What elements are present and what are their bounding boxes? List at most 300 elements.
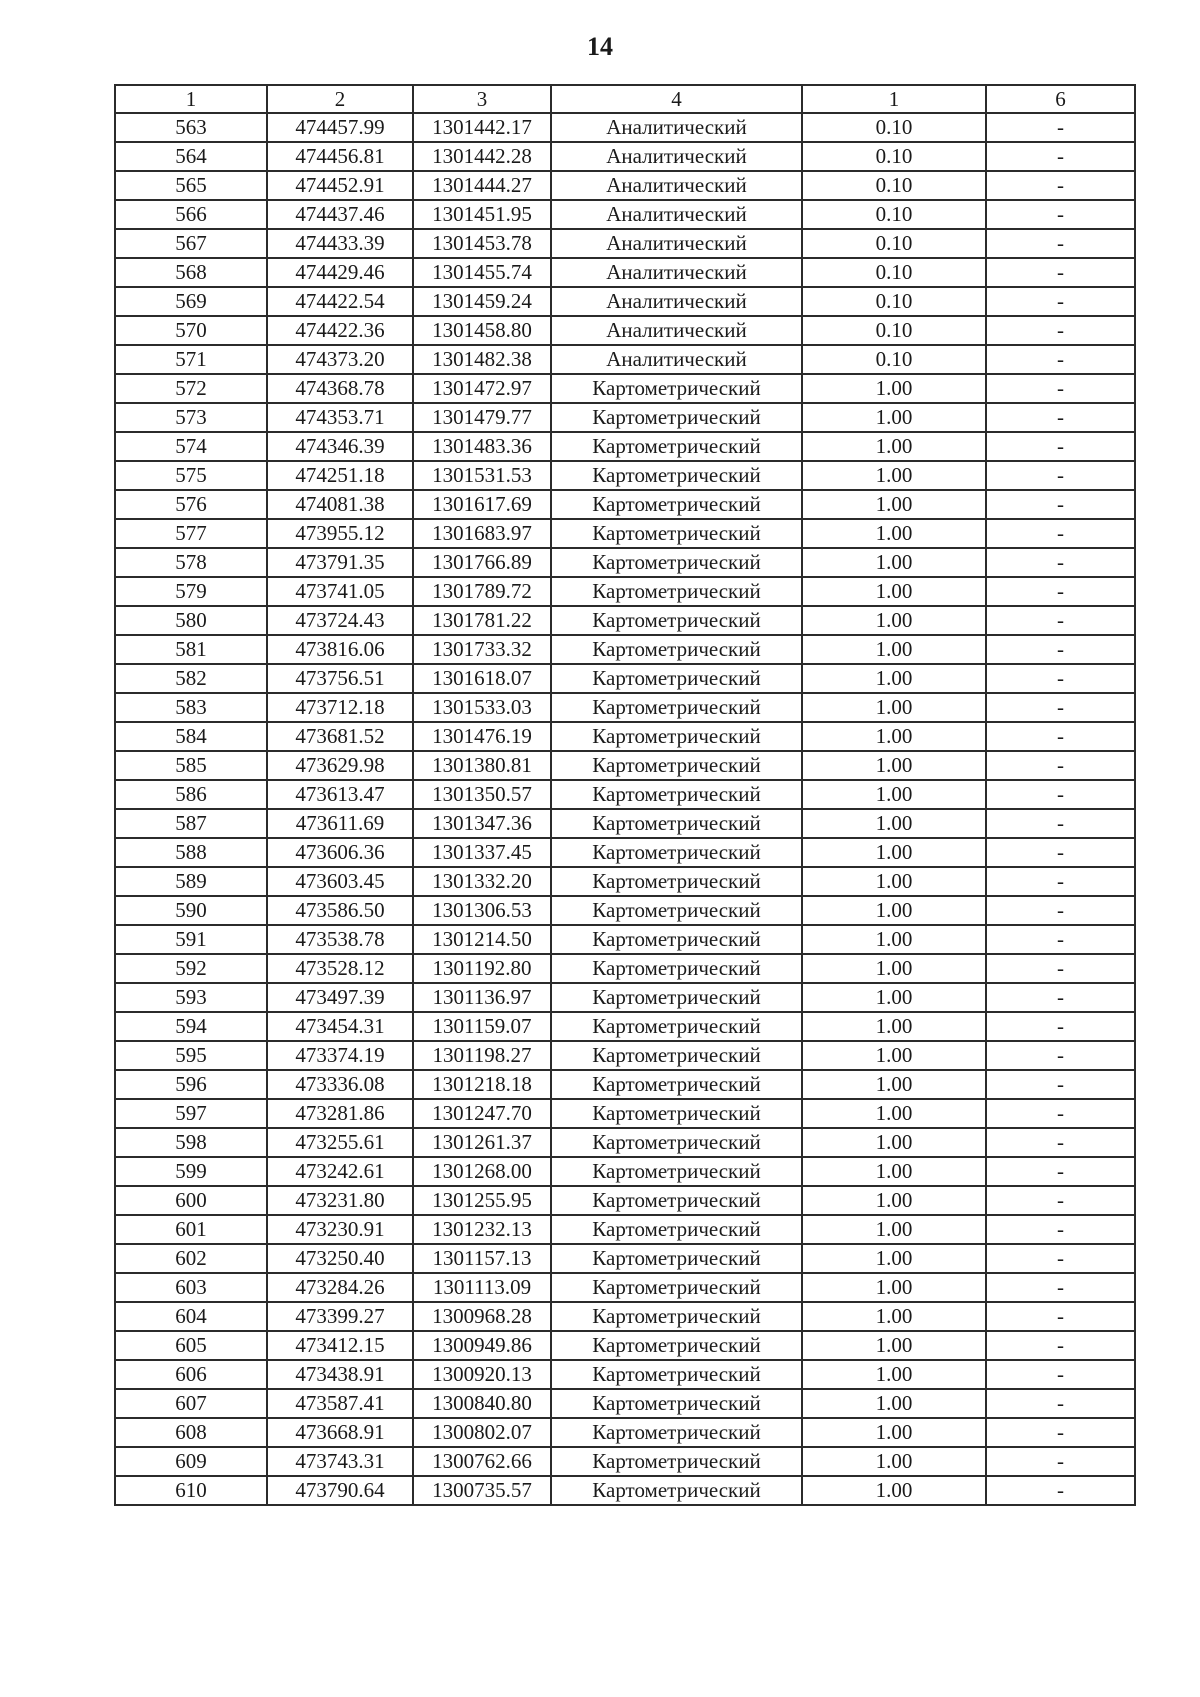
x-coordinate-cell: 473255.61 (267, 1128, 413, 1157)
method-cell: Картометрический (551, 751, 802, 780)
y-coordinate-cell: 1301350.57 (413, 780, 551, 809)
x-coordinate-cell: 473454.31 (267, 1012, 413, 1041)
point-number-cell: 578 (115, 548, 267, 577)
note-cell: - (986, 780, 1135, 809)
method-cell: Картометрический (551, 693, 802, 722)
column-header-5: 1 (802, 85, 986, 113)
x-coordinate-cell: 473438.91 (267, 1360, 413, 1389)
x-coordinate-cell: 473528.12 (267, 954, 413, 983)
accuracy-cell: 1.00 (802, 1186, 986, 1215)
note-cell: - (986, 693, 1135, 722)
accuracy-cell: 0.10 (802, 113, 986, 142)
method-cell: Картометрический (551, 983, 802, 1012)
table-row (115, 345, 1135, 374)
y-coordinate-cell: 1301453.78 (413, 229, 551, 258)
y-coordinate-cell: 1301232.13 (413, 1215, 551, 1244)
table-row (115, 229, 1135, 258)
accuracy-cell: 1.00 (802, 461, 986, 490)
x-coordinate-cell: 473603.45 (267, 867, 413, 896)
method-cell: Картометрический (551, 1476, 802, 1505)
y-coordinate-cell: 1301337.45 (413, 838, 551, 867)
x-coordinate-cell: 474457.99 (267, 113, 413, 142)
method-cell: Картометрический (551, 1070, 802, 1099)
y-coordinate-cell: 1301192.80 (413, 954, 551, 983)
table-row (115, 925, 1135, 954)
accuracy-cell: 0.10 (802, 142, 986, 171)
x-coordinate-cell: 474373.20 (267, 345, 413, 374)
table-row (115, 1476, 1135, 1505)
method-cell: Картометрический (551, 548, 802, 577)
y-coordinate-cell: 1301214.50 (413, 925, 551, 954)
point-number-cell: 608 (115, 1418, 267, 1447)
table-row (115, 664, 1135, 693)
method-cell: Картометрический (551, 1302, 802, 1331)
x-coordinate-cell: 474433.39 (267, 229, 413, 258)
accuracy-cell: 1.00 (802, 664, 986, 693)
y-coordinate-cell: 1300762.66 (413, 1447, 551, 1476)
point-number-cell: 582 (115, 664, 267, 693)
table-row (115, 1244, 1135, 1273)
note-cell: - (986, 200, 1135, 229)
y-coordinate-cell: 1301247.70 (413, 1099, 551, 1128)
accuracy-cell: 1.00 (802, 606, 986, 635)
y-coordinate-cell: 1301136.97 (413, 983, 551, 1012)
accuracy-cell: 1.00 (802, 838, 986, 867)
accuracy-cell: 1.00 (802, 1128, 986, 1157)
y-coordinate-cell: 1300968.28 (413, 1302, 551, 1331)
table-row (115, 519, 1135, 548)
note-cell: - (986, 896, 1135, 925)
coordinates-table-container (114, 84, 1136, 1506)
table-row (115, 1070, 1135, 1099)
note-cell: - (986, 1273, 1135, 1302)
point-number-cell: 607 (115, 1389, 267, 1418)
x-coordinate-cell: 473587.41 (267, 1389, 413, 1418)
y-coordinate-cell: 1301476.19 (413, 722, 551, 751)
table-row (115, 316, 1135, 345)
accuracy-cell: 0.10 (802, 200, 986, 229)
note-cell: - (986, 1331, 1135, 1360)
note-cell: - (986, 142, 1135, 171)
table-row (115, 780, 1135, 809)
accuracy-cell: 1.00 (802, 1070, 986, 1099)
x-coordinate-cell: 473816.06 (267, 635, 413, 664)
y-coordinate-cell: 1301459.24 (413, 287, 551, 316)
method-cell: Картометрический (551, 1447, 802, 1476)
x-coordinate-cell: 473629.98 (267, 751, 413, 780)
y-coordinate-cell: 1301472.97 (413, 374, 551, 403)
x-coordinate-cell: 473231.80 (267, 1186, 413, 1215)
method-cell: Картометрический (551, 490, 802, 519)
accuracy-cell: 1.00 (802, 577, 986, 606)
method-cell: Картометрический (551, 1186, 802, 1215)
table-row (115, 954, 1135, 983)
method-cell: Картометрический (551, 838, 802, 867)
accuracy-cell: 0.10 (802, 171, 986, 200)
y-coordinate-cell: 1301157.13 (413, 1244, 551, 1273)
note-cell: - (986, 1302, 1135, 1331)
method-cell: Картометрический (551, 664, 802, 693)
y-coordinate-cell: 1301218.18 (413, 1070, 551, 1099)
table-header (115, 85, 1135, 113)
point-number-cell: 565 (115, 171, 267, 200)
note-cell: - (986, 1215, 1135, 1244)
accuracy-cell: 1.00 (802, 1331, 986, 1360)
accuracy-cell: 1.00 (802, 432, 986, 461)
method-cell: Картометрический (551, 867, 802, 896)
note-cell: - (986, 461, 1135, 490)
accuracy-cell: 1.00 (802, 548, 986, 577)
note-cell: - (986, 722, 1135, 751)
point-number-cell: 568 (115, 258, 267, 287)
note-cell: - (986, 1157, 1135, 1186)
table-row (115, 374, 1135, 403)
table-row (115, 1215, 1135, 1244)
x-coordinate-cell: 473791.35 (267, 548, 413, 577)
point-number-cell: 583 (115, 693, 267, 722)
accuracy-cell: 0.10 (802, 316, 986, 345)
note-cell: - (986, 374, 1135, 403)
accuracy-cell: 1.00 (802, 1099, 986, 1128)
method-cell: Картометрический (551, 780, 802, 809)
table-row (115, 1099, 1135, 1128)
x-coordinate-cell: 473724.43 (267, 606, 413, 635)
y-coordinate-cell: 1301380.81 (413, 751, 551, 780)
point-number-cell: 573 (115, 403, 267, 432)
point-number-cell: 566 (115, 200, 267, 229)
page-number: 14 (587, 32, 613, 61)
table-row (115, 1012, 1135, 1041)
point-number-cell: 569 (115, 287, 267, 316)
note-cell: - (986, 287, 1135, 316)
accuracy-cell: 1.00 (802, 751, 986, 780)
point-number-cell: 579 (115, 577, 267, 606)
x-coordinate-cell: 473538.78 (267, 925, 413, 954)
x-coordinate-cell: 474353.71 (267, 403, 413, 432)
table-row (115, 577, 1135, 606)
x-coordinate-cell: 474251.18 (267, 461, 413, 490)
table-row (115, 1302, 1135, 1331)
note-cell: - (986, 1099, 1135, 1128)
method-cell: Аналитический (551, 345, 802, 374)
accuracy-cell: 1.00 (802, 1244, 986, 1273)
accuracy-cell: 0.10 (802, 287, 986, 316)
y-coordinate-cell: 1301444.27 (413, 171, 551, 200)
table-row (115, 258, 1135, 287)
accuracy-cell: 0.10 (802, 345, 986, 374)
note-cell: - (986, 1070, 1135, 1099)
y-coordinate-cell: 1300735.57 (413, 1476, 551, 1505)
accuracy-cell: 1.00 (802, 490, 986, 519)
table-row (115, 1447, 1135, 1476)
table-row (115, 983, 1135, 1012)
method-cell: Картометрический (551, 1128, 802, 1157)
point-number-cell: 589 (115, 867, 267, 896)
table-row (115, 287, 1135, 316)
note-cell: - (986, 403, 1135, 432)
table-row (115, 838, 1135, 867)
method-cell: Картометрический (551, 1418, 802, 1447)
point-number-cell: 567 (115, 229, 267, 258)
point-number-cell: 572 (115, 374, 267, 403)
method-cell: Картометрический (551, 1099, 802, 1128)
method-cell: Картометрический (551, 1244, 802, 1273)
accuracy-cell: 1.00 (802, 1273, 986, 1302)
note-cell: - (986, 229, 1135, 258)
y-coordinate-cell: 1301781.22 (413, 606, 551, 635)
column-header-3: 3 (413, 85, 551, 113)
x-coordinate-cell: 473743.31 (267, 1447, 413, 1476)
x-coordinate-cell: 473756.51 (267, 664, 413, 693)
method-cell: Аналитический (551, 229, 802, 258)
x-coordinate-cell: 473586.50 (267, 896, 413, 925)
accuracy-cell: 1.00 (802, 722, 986, 751)
point-number-cell: 591 (115, 925, 267, 954)
method-cell: Аналитический (551, 258, 802, 287)
y-coordinate-cell: 1301113.09 (413, 1273, 551, 1302)
note-cell: - (986, 925, 1135, 954)
point-number-cell: 593 (115, 983, 267, 1012)
point-number-cell: 598 (115, 1128, 267, 1157)
accuracy-cell: 1.00 (802, 867, 986, 896)
point-number-cell: 585 (115, 751, 267, 780)
y-coordinate-cell: 1301198.27 (413, 1041, 551, 1070)
accuracy-cell: 1.00 (802, 925, 986, 954)
note-cell: - (986, 1186, 1135, 1215)
note-cell: - (986, 606, 1135, 635)
method-cell: Аналитический (551, 142, 802, 171)
y-coordinate-cell: 1301442.28 (413, 142, 551, 171)
y-coordinate-cell: 1300949.86 (413, 1331, 551, 1360)
y-coordinate-cell: 1301617.69 (413, 490, 551, 519)
x-coordinate-cell: 474422.36 (267, 316, 413, 345)
x-coordinate-cell: 473374.19 (267, 1041, 413, 1070)
method-cell: Картометрический (551, 1273, 802, 1302)
note-cell: - (986, 1244, 1135, 1273)
x-coordinate-cell: 473281.86 (267, 1099, 413, 1128)
x-coordinate-cell: 473284.26 (267, 1273, 413, 1302)
note-cell: - (986, 548, 1135, 577)
x-coordinate-cell: 473250.40 (267, 1244, 413, 1273)
note-cell: - (986, 345, 1135, 374)
note-cell: - (986, 983, 1135, 1012)
method-cell: Картометрический (551, 1360, 802, 1389)
y-coordinate-cell: 1301268.00 (413, 1157, 551, 1186)
method-cell: Картометрический (551, 606, 802, 635)
point-number-cell: 603 (115, 1273, 267, 1302)
accuracy-cell: 1.00 (802, 896, 986, 925)
x-coordinate-cell: 474452.91 (267, 171, 413, 200)
accuracy-cell: 1.00 (802, 780, 986, 809)
point-number-cell: 595 (115, 1041, 267, 1070)
point-number-cell: 577 (115, 519, 267, 548)
header-row (115, 85, 1135, 113)
accuracy-cell: 1.00 (802, 1012, 986, 1041)
column-header-4: 4 (551, 85, 802, 113)
x-coordinate-cell: 474422.54 (267, 287, 413, 316)
point-number-cell: 586 (115, 780, 267, 809)
table-row (115, 1186, 1135, 1215)
accuracy-cell: 1.00 (802, 954, 986, 983)
method-cell: Аналитический (551, 113, 802, 142)
y-coordinate-cell: 1300920.13 (413, 1360, 551, 1389)
x-coordinate-cell: 473336.08 (267, 1070, 413, 1099)
note-cell: - (986, 954, 1135, 983)
accuracy-cell: 0.10 (802, 258, 986, 287)
point-number-cell: 574 (115, 432, 267, 461)
accuracy-cell: 1.00 (802, 1389, 986, 1418)
method-cell: Аналитический (551, 316, 802, 345)
method-cell: Картометрический (551, 461, 802, 490)
column-header-6: 6 (986, 85, 1135, 113)
y-coordinate-cell: 1301255.95 (413, 1186, 551, 1215)
point-number-cell: 584 (115, 722, 267, 751)
note-cell: - (986, 432, 1135, 461)
point-number-cell: 588 (115, 838, 267, 867)
note-cell: - (986, 1360, 1135, 1389)
point-number-cell: 581 (115, 635, 267, 664)
method-cell: Аналитический (551, 171, 802, 200)
table-row (115, 548, 1135, 577)
accuracy-cell: 1.00 (802, 809, 986, 838)
note-cell: - (986, 519, 1135, 548)
note-cell: - (986, 1128, 1135, 1157)
table-row (115, 461, 1135, 490)
accuracy-cell: 1.00 (802, 519, 986, 548)
accuracy-cell: 1.00 (802, 374, 986, 403)
x-coordinate-cell: 474081.38 (267, 490, 413, 519)
y-coordinate-cell: 1301442.17 (413, 113, 551, 142)
x-coordinate-cell: 473412.15 (267, 1331, 413, 1360)
point-number-cell: 604 (115, 1302, 267, 1331)
table-row (115, 432, 1135, 461)
x-coordinate-cell: 473712.18 (267, 693, 413, 722)
point-number-cell: 605 (115, 1331, 267, 1360)
method-cell: Аналитический (551, 200, 802, 229)
note-cell: - (986, 316, 1135, 345)
column-header-2: 2 (267, 85, 413, 113)
note-cell: - (986, 1418, 1135, 1447)
y-coordinate-cell: 1301451.95 (413, 200, 551, 229)
x-coordinate-cell: 474429.46 (267, 258, 413, 287)
note-cell: - (986, 1012, 1135, 1041)
note-cell: - (986, 1447, 1135, 1476)
x-coordinate-cell: 473606.36 (267, 838, 413, 867)
coordinates-table (114, 84, 1136, 1506)
y-coordinate-cell: 1301766.89 (413, 548, 551, 577)
x-coordinate-cell: 473741.05 (267, 577, 413, 606)
y-coordinate-cell: 1301533.03 (413, 693, 551, 722)
point-number-cell: 570 (115, 316, 267, 345)
point-number-cell: 592 (115, 954, 267, 983)
table-row (115, 1128, 1135, 1157)
point-number-cell: 564 (115, 142, 267, 171)
x-coordinate-cell: 473611.69 (267, 809, 413, 838)
x-coordinate-cell: 474456.81 (267, 142, 413, 171)
method-cell: Картометрический (551, 1041, 802, 1070)
table-row (115, 635, 1135, 664)
table-row (115, 403, 1135, 432)
table-row (115, 1157, 1135, 1186)
method-cell: Картометрический (551, 925, 802, 954)
y-coordinate-cell: 1300802.07 (413, 1418, 551, 1447)
y-coordinate-cell: 1301458.80 (413, 316, 551, 345)
method-cell: Картометрический (551, 896, 802, 925)
note-cell: - (986, 1389, 1135, 1418)
note-cell: - (986, 1476, 1135, 1505)
y-coordinate-cell: 1301482.38 (413, 345, 551, 374)
point-number-cell: 576 (115, 490, 267, 519)
accuracy-cell: 1.00 (802, 1360, 986, 1389)
table-row (115, 490, 1135, 519)
x-coordinate-cell: 473242.61 (267, 1157, 413, 1186)
point-number-cell: 575 (115, 461, 267, 490)
accuracy-cell: 1.00 (802, 1302, 986, 1331)
method-cell: Картометрический (551, 374, 802, 403)
y-coordinate-cell: 1301455.74 (413, 258, 551, 287)
point-number-cell: 590 (115, 896, 267, 925)
x-coordinate-cell: 473790.64 (267, 1476, 413, 1505)
column-header-1: 1 (115, 85, 267, 113)
point-number-cell: 606 (115, 1360, 267, 1389)
table-row (115, 1360, 1135, 1389)
method-cell: Картометрический (551, 403, 802, 432)
note-cell: - (986, 577, 1135, 606)
table-row (115, 809, 1135, 838)
accuracy-cell: 1.00 (802, 1157, 986, 1186)
method-cell: Картометрический (551, 635, 802, 664)
table-row (115, 751, 1135, 780)
table-row (115, 142, 1135, 171)
note-cell: - (986, 1041, 1135, 1070)
note-cell: - (986, 664, 1135, 693)
x-coordinate-cell: 474368.78 (267, 374, 413, 403)
point-number-cell: 596 (115, 1070, 267, 1099)
y-coordinate-cell: 1301789.72 (413, 577, 551, 606)
x-coordinate-cell: 473497.39 (267, 983, 413, 1012)
y-coordinate-cell: 1301618.07 (413, 664, 551, 693)
y-coordinate-cell: 1300840.80 (413, 1389, 551, 1418)
method-cell: Аналитический (551, 287, 802, 316)
point-number-cell: 600 (115, 1186, 267, 1215)
x-coordinate-cell: 473613.47 (267, 780, 413, 809)
table-row (115, 722, 1135, 751)
note-cell: - (986, 867, 1135, 896)
method-cell: Картометрический (551, 432, 802, 461)
point-number-cell: 610 (115, 1476, 267, 1505)
y-coordinate-cell: 1301733.32 (413, 635, 551, 664)
x-coordinate-cell: 473955.12 (267, 519, 413, 548)
point-number-cell: 580 (115, 606, 267, 635)
note-cell: - (986, 258, 1135, 287)
note-cell: - (986, 490, 1135, 519)
accuracy-cell: 0.10 (802, 229, 986, 258)
accuracy-cell: 1.00 (802, 1476, 986, 1505)
method-cell: Картометрический (551, 1012, 802, 1041)
note-cell: - (986, 809, 1135, 838)
point-number-cell: 599 (115, 1157, 267, 1186)
x-coordinate-cell: 473668.91 (267, 1418, 413, 1447)
table-row (115, 200, 1135, 229)
note-cell: - (986, 171, 1135, 200)
point-number-cell: 597 (115, 1099, 267, 1128)
table-row (115, 1331, 1135, 1360)
accuracy-cell: 1.00 (802, 1041, 986, 1070)
point-number-cell: 594 (115, 1012, 267, 1041)
x-coordinate-cell: 474437.46 (267, 200, 413, 229)
table-row (115, 693, 1135, 722)
note-cell: - (986, 113, 1135, 142)
